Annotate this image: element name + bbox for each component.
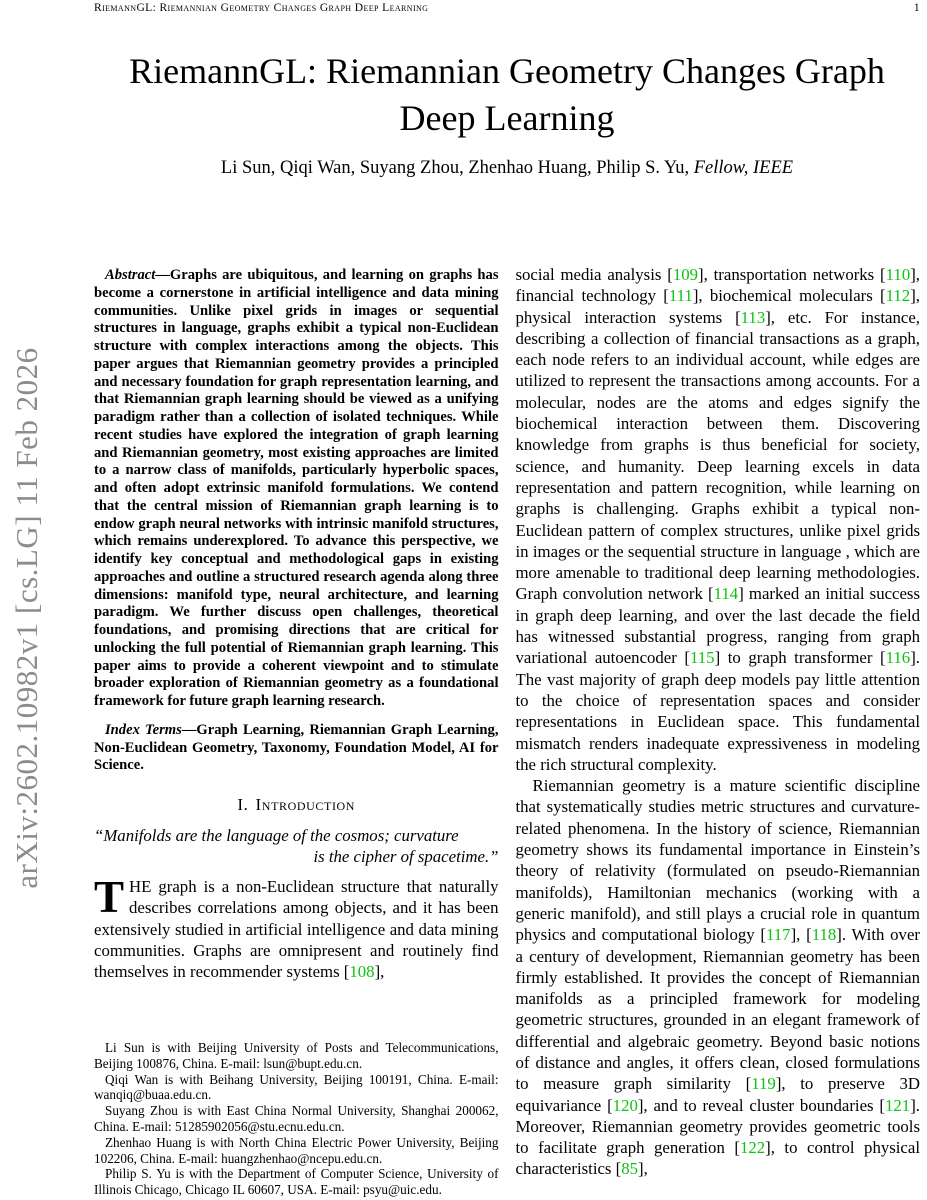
intro-paragraph [94, 872, 499, 982]
authors-line [94, 158, 920, 179]
paper-title: RiemannGL: Riemannian Geometry Changes Graph Deep Learning [129, 51, 885, 138]
intro-lead: HE [129, 877, 152, 896]
footnote: Suyang Zhou is with East China Normal University, Shanghai 200062, China. E-mail: 51285902056@stu.ecnu.edu.cn. [94, 1103, 499, 1135]
citation-link[interactable]: 122 [739, 1138, 766, 1158]
right-column-paragraph-2: Riemannian geometry is a mature scientific discipline that systematically studies metric structures and curvature-related phenomena. In the history of science, Riemannian geometry shows its fundamental importance in Einstein’s theory of relativity (formulated on pseudo-Riemannian manifolds), Hamiltonian mechanics (working with a generic manifold), and still plays a crucial role in quantum physics and computational biology [117], [118]. With over a century of development, Riemannian geometry has been firmly established. It provides the concept of Riemannian manifolds as a principled framework for modeling geometric structures, grounded in an elegant framework of differential and algebraic geometry. Beyond basic notions of distance and angles, it offers clean, closed formulations to measure graph similarity [119], to preserve 3D equivariance [120], and to reveal cluster boundaries [121]. Moreover, Riemannian geometry provides geometric tools to facilitate graph generation [122], to control physical characteristics [85], [515, 776, 920, 1179]
footnote: Qiqi Wan is with Beihang University, Beijing 100191, China. E-mail: wanqiq@buaa.edu.cn. [94, 1071, 499, 1103]
section-number: I. [237, 795, 249, 814]
citation-link[interactable]: 108 [349, 962, 375, 982]
right-column [516, 264, 921, 1200]
abstract-paragraph [94, 267, 499, 711]
footnote: Zhenhao Huang is with North China Electric Power University, Beijing 102206, China. E-mail: huangzhenhao@ncepu.edu.cn. [94, 1134, 499, 1166]
author-names: Li Sun, Qiqi Wan, Suyang Zhou, Zhenhao Huang, Philip S. Yu, [220, 158, 694, 178]
citation-link[interactable]: 112 [885, 286, 911, 306]
running-header [94, 2, 920, 14]
footnote: Philip S. Yu is with the Department of Computer Science, University of Illinois Chicago, Chicago IL 60607, USA. E-mail: psyu@uic.edu. [94, 1166, 499, 1198]
index-terms-text: —Graph Learning, Riemannian Graph Learning, Non-Euclidean Geometry, Taxonomy, Foundation Model, AI for Science. [94, 721, 499, 774]
two-column-body [94, 264, 920, 1200]
citation-link[interactable]: 110 [885, 265, 911, 284]
epigraph-quote [94, 825, 499, 867]
abstract-text: —Graphs are ubiquitous, and learning on graphs has become a cornerstone in artificial intelligence and data mining communities. Unlike pixel grids in images or sequential structures in language, graphs exhibit a typical non-Euclidean structure with complex interactions among the objects. This paper argues that Riemannian geometry provides a principled and necessary foundation for graph representation learning, and that Riemannian graph learning should be viewed as a unifying paradigm rather than a collection of isolated techniques. While recent studies have explored the integration of graph learning and Riemannian geometry, most existing approaches are limited to a narrow class of manifolds, particularly hyperbolic spaces, and often adopt extrinsic manifold formulations. We contend that the central mission of Riemannian graph learning is to endow graph neural networks with intrinsic manifold structures, which remains underexplored. To advance this perspective, we identify key conceptual and methodological gaps in existing approaches and outline a structured research agenda along three dimensions: manifold type, neural architecture, and learning paradigm. We further discuss open challenges, theoretical foundations, and promising directions that are critical for unlocking the full potential of Riemannian graph learning. This paper aims to provide a coherent viewpoint and to stimulate broader exploration of Riemannian geometry as a foundational framework for future graph learning research. [94, 267, 499, 709]
citation-link[interactable]: 116 [885, 648, 911, 668]
quote-line-1: “Manifolds are the language of the cosmos; curvature [94, 826, 459, 845]
running-header-title: RiemannGL: Riemannian Geometry Changes Graph Deep Learning [94, 2, 429, 14]
section-title: Introduction [255, 795, 356, 814]
citation-link[interactable]: 114 [713, 584, 739, 604]
author-footnotes [94, 1040, 499, 1200]
citation-link[interactable]: 117 [766, 925, 791, 945]
citation-link[interactable]: 121 [885, 1095, 911, 1115]
drop-cap: T [94, 872, 125, 922]
index-terms-paragraph [94, 722, 499, 775]
citation-link[interactable]: 119 [751, 1074, 776, 1094]
author-honorific: Fellow, IEEE [693, 158, 794, 178]
citation-link[interactable]: 118 [811, 925, 837, 945]
citation-link[interactable]: 109 [672, 265, 699, 284]
index-terms-label: Index Terms [105, 721, 182, 738]
quote-line-2: is the cipher of spacetime.” [313, 847, 499, 866]
intro-text: graph is a non-Euclidean structure that naturally describes correlations among objects, and it has been extensively studied in artificial intelligence and data mining communities. Graphs are omnipresent and routinely find themselves in recommender systems [108], [94, 877, 499, 982]
section-heading-introduction [94, 795, 499, 815]
footnote: Li Sun is with Beijing University of Posts and Telecommunications, Beijing 100876, China. E-mail: lsun@bupt.edu.cn. [94, 1040, 499, 1071]
citation-link[interactable]: 111 [668, 286, 693, 306]
arxiv-watermark: arXiv:2602.10982v1 [cs.LG] 11 Feb 2026 [9, 347, 44, 889]
page-number: 1 [913, 2, 920, 14]
citation-link[interactable]: 120 [612, 1095, 638, 1115]
citation-link[interactable]: 85 [621, 1159, 639, 1179]
abstract-label: Abstract [105, 267, 156, 283]
left-column [94, 264, 499, 1200]
right-column-paragraph-1: social media analysis [109], transportation networks [110], financial technology [111], biochemical moleculars [112], physical interaction systems [113], etc. For instance, describing a collection of financial transactions as a graph, each node refers to an individual account, while edges are utilized to represent the transactions among accounts. For a molecular, nodes are the atoms and edges signify the biochemical interaction between them. Discovering knowledge from graphs is thus beneficial for society, science, and humanity. Deep learning excels in data representation and pattern recognition, while learning on graphs is challenging. Graphs exhibit a typical non-Euclidean pattern of complex structures, unlike pixel grids in images or the sequential structure in language , which are more amenable to traditional deep learning methodologies. Graph convolution network [114] marked an initial success in graph deep learning, and over the last decade the field has witnessed substantial progress, ranging from graph variational autoencoder [115] to graph transformer [116]. The vast majority of graph deep models pay little attention to the choice of representation spaces and consider representations in Euclidean space. This fundamental mismatch renders inadequate expressiveness in modeling the rich structural complexity. [515, 265, 920, 774]
citation-link[interactable]: 113 [740, 307, 766, 327]
citation-link[interactable]: 115 [690, 648, 715, 668]
